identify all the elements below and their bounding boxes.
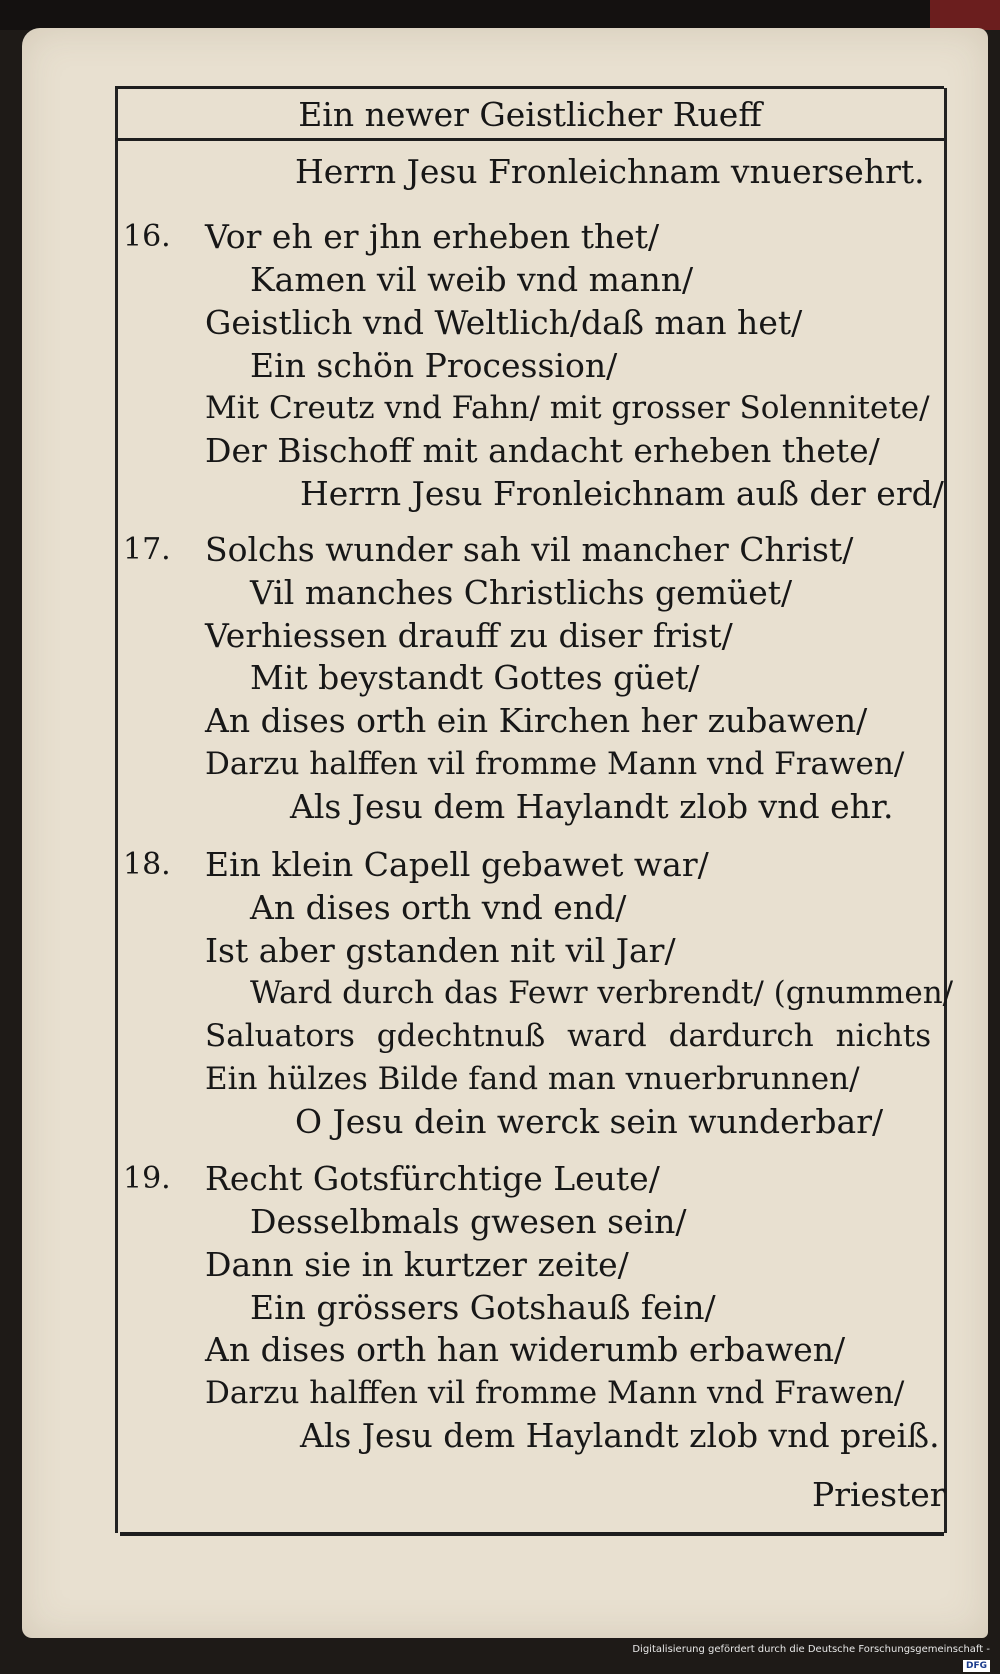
verse-line: An dises orth vnd end/ [250,888,627,927]
verse-line: Als Jesu dem Haylandt zlob vnd ehr. [290,787,894,826]
page-header-title: Ein newer Geistlicher Rueff [298,95,762,134]
verse-line: Verhiessen drauff zu diser frist/ [205,616,733,655]
verse-line: Der Bischoff mit andacht erheben thete/ [205,431,880,470]
verse-line: O Jesu dein werck sein wunderbar/ [295,1102,884,1141]
verse-line: Als Jesu dem Haylandt zlob vnd preiß. [300,1416,940,1455]
verse-line: Saluators gdechtnuß ward dardurch nichts [205,1018,932,1054]
verse-line: Mit Creutz vnd Fahn/ mit grosser Solennitete/ [205,390,930,426]
verse-line: Ein klein Capell gebawet war/ [205,845,709,884]
verse-line: Vor eh er jhn erheben thet/ [205,217,660,256]
intro-line: Herrn Jesu Fronleichnam vnuersehrt. [295,152,925,191]
verse-line: Ein hülzes Bilde fand man vnuerbrunnen/ [205,1061,860,1097]
footer-rule [120,1532,944,1536]
header-top-rule [115,86,944,89]
verse-line: An dises orth ein Kirchen her zubawen/ [205,701,868,740]
catchword: Priester [812,1475,946,1514]
digitization-credit [610,1642,990,1671]
verse-line: Ein grössers Gotshauß fein/ [250,1288,716,1327]
stanza-number: 16. [123,219,171,254]
verse-line: Geistlich vnd Weltlich/daß man het/ [205,303,803,342]
scan-red-edge [930,0,1000,30]
stanza-number: 19. [123,1161,171,1196]
verse-line: Herrn Jesu Fronleichnam auß der erd/ [300,474,944,513]
scan-top-edge [0,0,1000,30]
verse-line: Vil manches Christlichs gemüet/ [250,573,793,612]
verse-line: Ein schön Procession/ [250,346,618,385]
verse-line: Solchs wunder sah vil mancher Christ/ [205,530,854,569]
verse-line: Dann sie in kurtzer zeite/ [205,1245,629,1284]
verse-line: An dises orth han widerumb erbawen/ [205,1330,846,1369]
verse-line: Recht Gotsfürchtige Leute/ [205,1159,660,1198]
dfg-logo: DFG [963,1660,990,1672]
verse-line: Ward durch das Fewr verbrendt/ (gnummen/ [250,975,954,1011]
verse-line: Ist aber gstanden nit vil Jar/ [205,931,676,970]
verse-line: Kamen vil weib vnd mann/ [250,260,694,299]
stanza-number: 17. [123,532,171,567]
verse-line: Darzu halffen vil fromme Mann vnd Frawen/ [205,1375,905,1411]
verse-line: Darzu halffen vil fromme Mann vnd Frawen/ [205,746,905,782]
credit-text: Digitalisierung gefördert durch die Deutsche Forschungsgemeinschaft - [632,1644,990,1655]
stanza-number: 18. [123,847,171,882]
verse-line: Mit beystandt Gottes güet/ [250,658,700,697]
verse-line: Desselbmals gwesen sein/ [250,1202,687,1241]
